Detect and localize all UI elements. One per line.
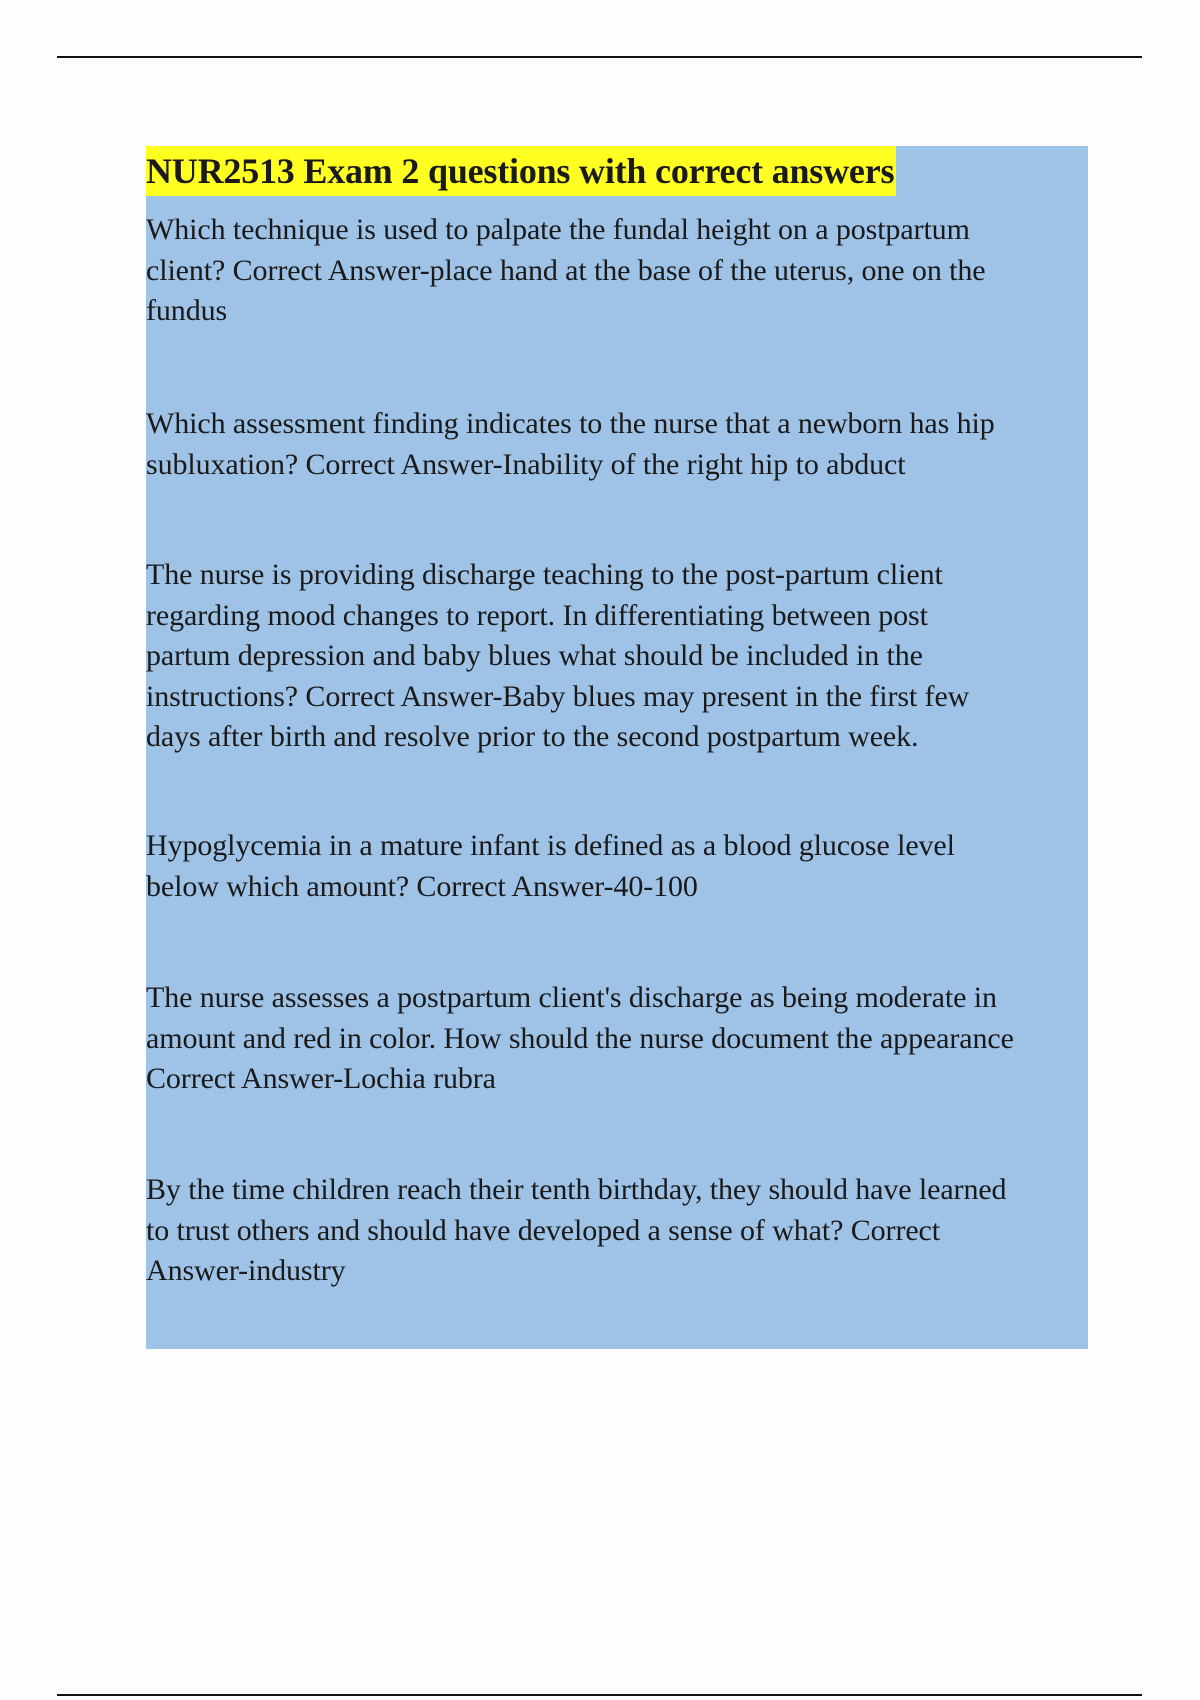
qa-line: client? Correct Answer-place hand at the base of the uterus, one on the [146, 253, 986, 287]
qa-line: subluxation? Correct Answer-Inability of the right hip to abduct [146, 447, 906, 481]
qa-line: fundus [146, 294, 228, 327]
qa-line: Answer-industry [146, 1254, 346, 1287]
highlighted-content-block [146, 146, 1088, 1349]
qa-line: Which assessment finding indicates to the nurse that a newborn has hip [146, 407, 995, 440]
question-answer-2 [146, 404, 1088, 485]
qa-line: Which technique is used to palpate the fundal height on a postpartum [146, 213, 970, 246]
question-answer-1 [146, 210, 1088, 332]
document-title: NUR2513 Exam 2 questions with correct answers [146, 146, 896, 196]
question-answer-5 [146, 978, 1088, 1100]
qa-line: days after birth and resolve prior to the second postpartum week. [146, 720, 919, 753]
question-answer-6 [146, 1170, 1088, 1292]
qa-line: regarding mood changes to report. In differentiating between post [146, 598, 928, 632]
qa-line: below which amount? Correct Answer-40-100 [146, 869, 698, 903]
qa-line: instructions? Correct Answer-Baby blues may present in the first few [146, 679, 970, 713]
qa-line: partum depression and baby blues what should be included in the [146, 639, 923, 672]
qa-line: to trust others and should have developed a sense of what? Correct [146, 1213, 940, 1247]
top-rule [57, 56, 1142, 58]
qa-line: Hypoglycemia in a mature infant is defined as a blood glucose level [146, 829, 955, 862]
question-answer-4 [146, 826, 1088, 907]
question-answer-3 [146, 555, 1088, 758]
bottom-rule [57, 1694, 1142, 1696]
qa-line: By the time children reach their tenth birthday, they should have learned [146, 1173, 1007, 1206]
qa-line: Correct Answer-Lochia rubra [146, 1062, 496, 1095]
qa-line: The nurse assesses a postpartum client's discharge as being moderate in [146, 981, 997, 1014]
qa-line: amount and red in color. How should the nurse document the appearance [146, 1021, 1014, 1055]
title-wrap [146, 146, 896, 196]
qa-line: The nurse is providing discharge teaching to the post-partum client [146, 558, 943, 591]
